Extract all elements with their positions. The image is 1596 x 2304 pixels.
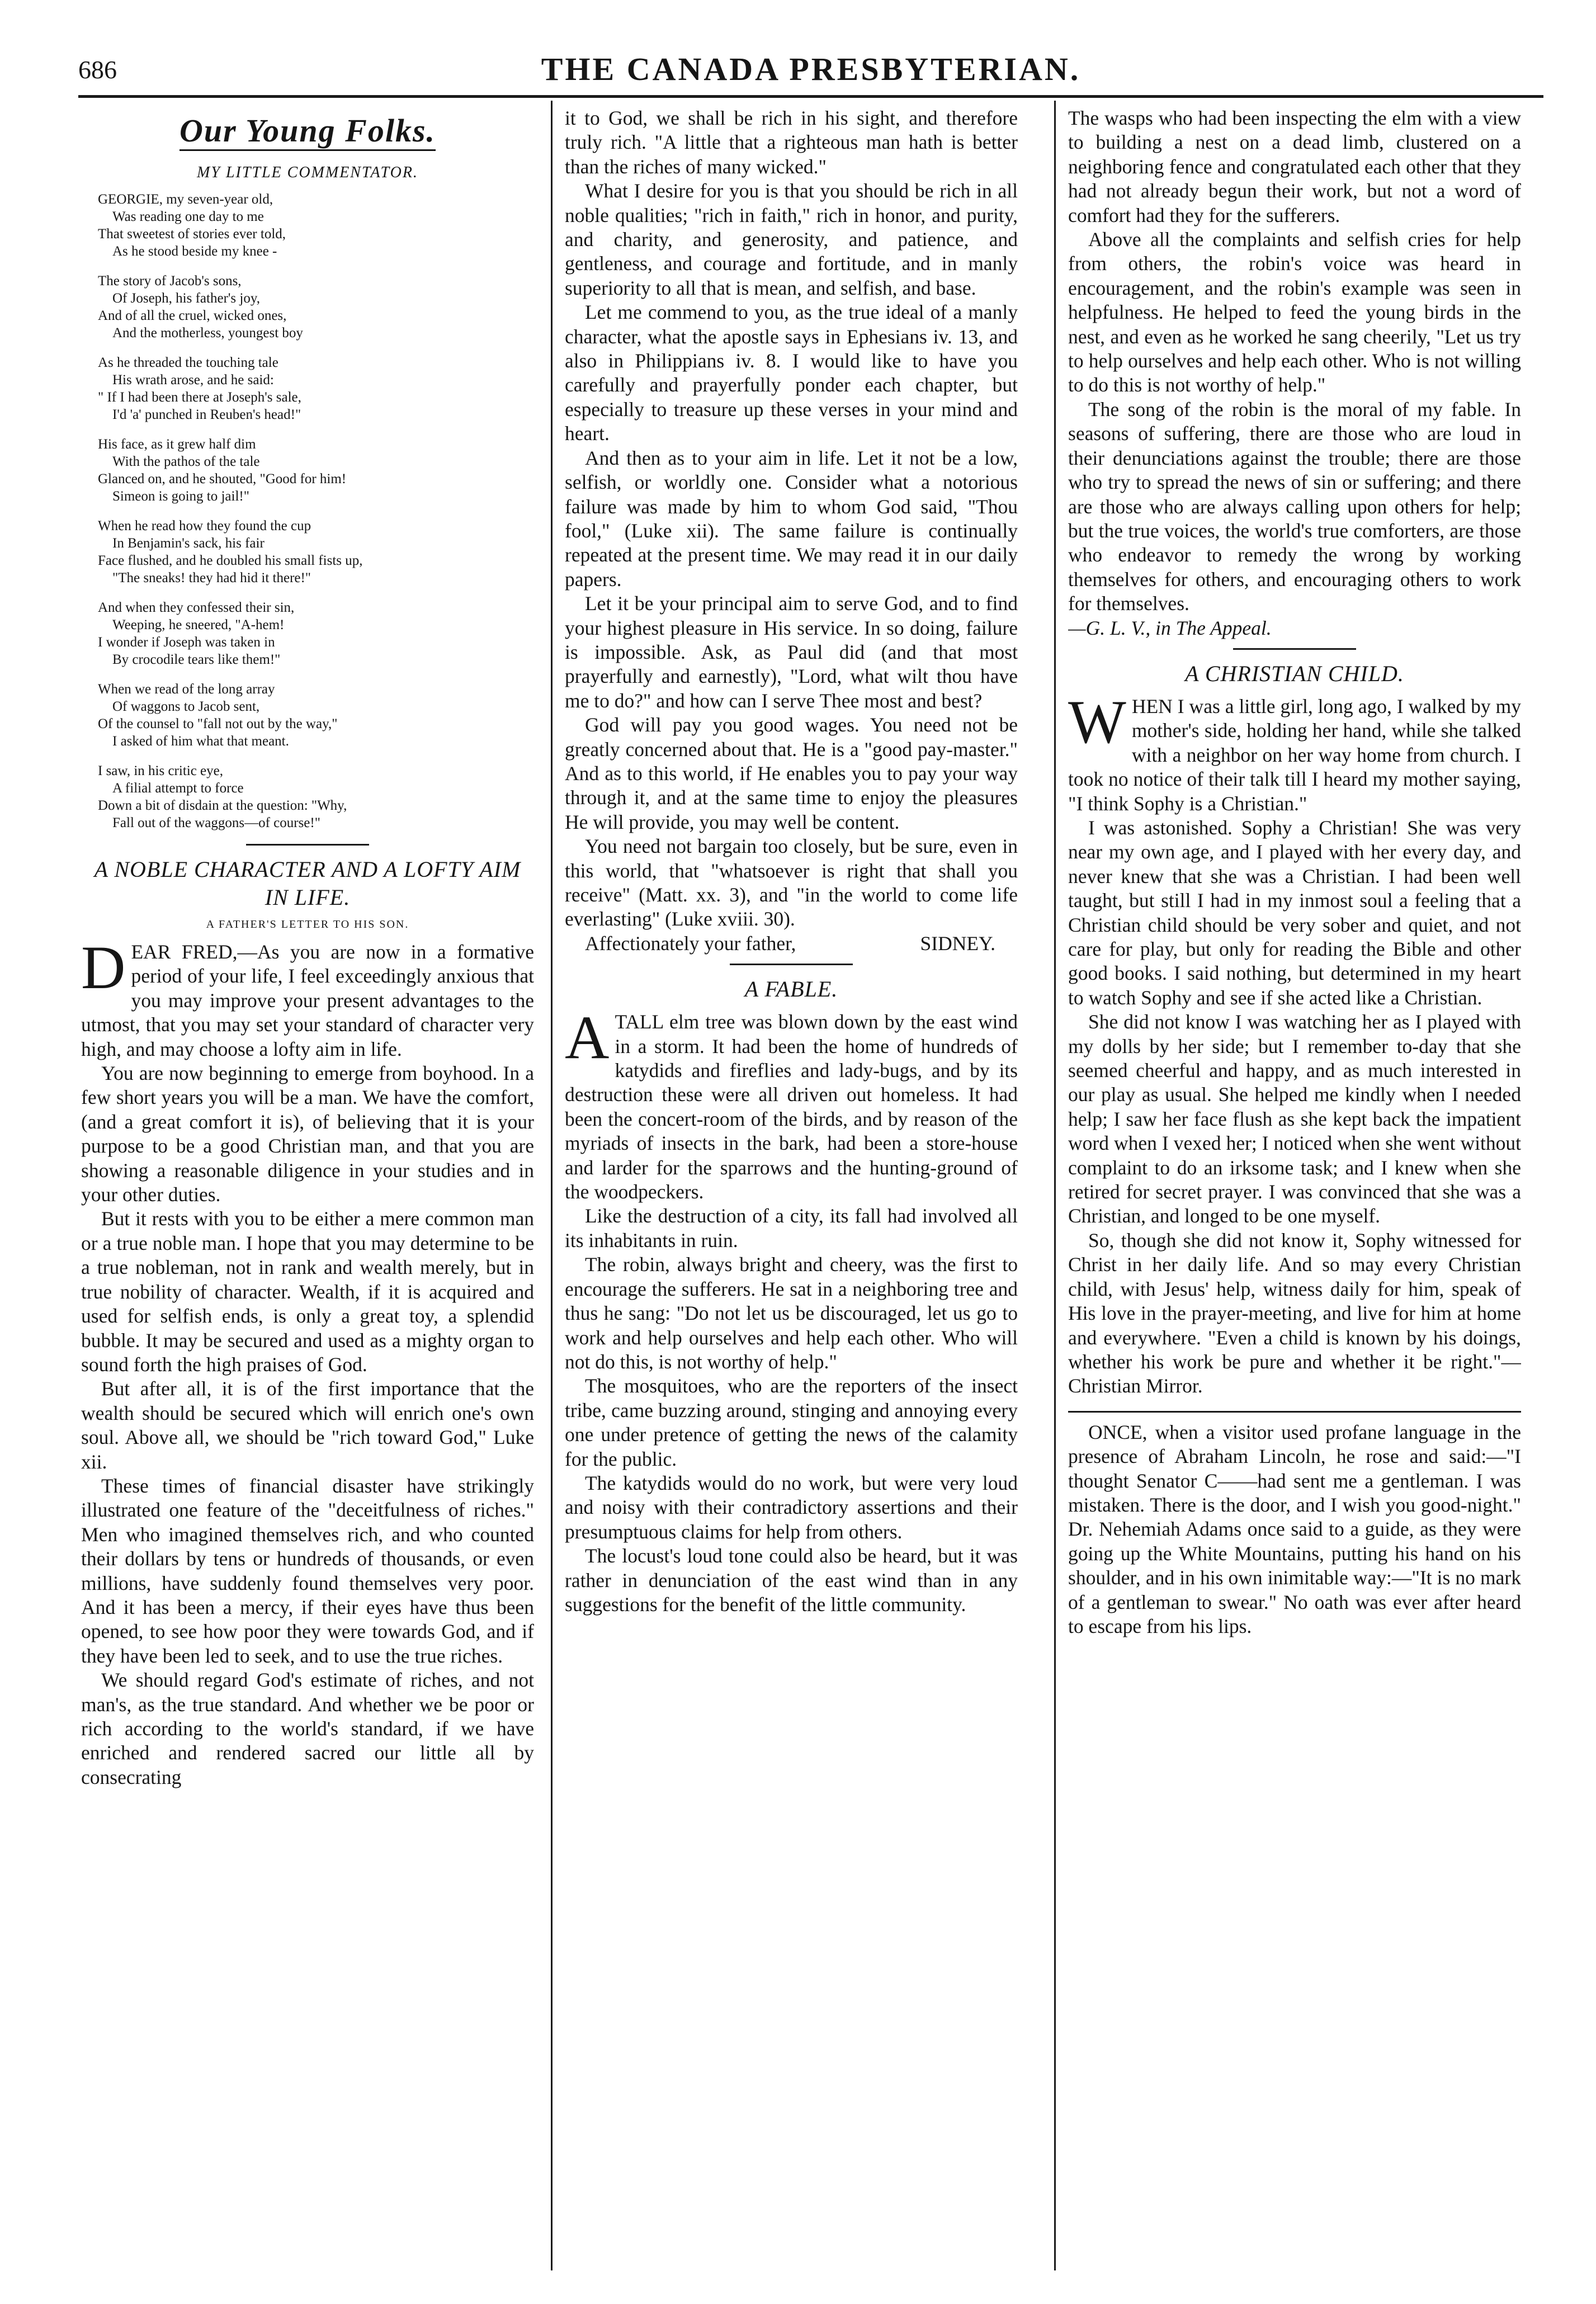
drop-cap: W — [1068, 687, 1126, 756]
paragraph: But after all, it is of the first importance that the wealth should be secured which will enrich one's own soul. Above all, we should be "rich toward God," Luke xii. — [81, 1377, 534, 1473]
signature: SIDNEY. — [920, 932, 995, 955]
poem-stanza — [98, 272, 534, 342]
signature-line — [565, 932, 1018, 956]
drop-cap: D — [81, 933, 126, 1002]
column-3 — [1068, 106, 1521, 2270]
paragraph: Above all the complaints and selfish cries for help from others, the robin's voice was heard in encouragement, and the robin's example was seen in helpfulness. He helped to feed the young birds in the nest, and even as he worked he sang cheerily, "Let us try to help ourselves and help each other. Who is not willing to do this is not worthy of help." — [1068, 228, 1521, 396]
poem-line: As he threaded the touching tale — [98, 355, 278, 370]
article-title: A CHRISTIAN CHILD. — [1185, 660, 1404, 686]
poem-line: Face flushed, and he doubled his small fists up, — [98, 553, 363, 568]
drop-cap: A — [565, 1003, 610, 1072]
header-rule — [78, 95, 1543, 98]
poem-line: Of waggons to Jacob sent, — [112, 699, 260, 714]
closing: Affectionately your father, — [585, 932, 796, 955]
poem-line: The story of Jacob's sons, — [98, 273, 242, 289]
paragraph: But it rests with you to be either a mere common man or a true noble man. I hope that you may determine to be a true nobleman, not in rank and wealth merely, but in true nobility of character. Wealth, if it is acquired and used for selfish ends, is only a great toy, a splendid bubble. It may be secured and used as a mighty organ to sound forth the high praises of God. — [81, 1207, 534, 1376]
column-1 — [81, 106, 534, 2270]
divider — [1068, 1411, 1521, 1413]
poem-line: Fall out of the waggons—of course!" — [112, 815, 320, 830]
paragraph: God will pay you good wages. You need not be greatly concerned about that. He is a "good pay-master." And as to this world, if He enables you to pay your way through it, and at the same time to enjoy the pleasures He will provide, you may well be content. — [565, 714, 1018, 833]
paragraph: The mosquitoes, who are the reporters of the insect tribe, came buzzing around, stinging and annoying every one under pretence of getting the news of the calamity for the public. — [565, 1375, 1018, 1470]
column-divider — [1054, 101, 1056, 2270]
column-2 — [565, 106, 1018, 2270]
poem-stanza — [98, 191, 534, 260]
poem-line: When he read how they found the cup — [98, 518, 311, 533]
poem-line: I asked of him what that meant. — [112, 734, 289, 749]
paragraph: The song of the robin is the moral of my fable. In seasons of suffering, there are those who are loud in their denunciations against the trouble; there are those who try to spread the news of sin or suffering; and there are those who are always calling upon others for help; but the true voices, the world's true comforters, are those who endeavor to remedy the wrong by working themselves for others, and encouraging others to work for themselves. — [1068, 398, 1521, 615]
poem-line: Of the counsel to "fall not out by the way," — [98, 716, 338, 731]
poem-line: Simeon is going to jail!" — [112, 489, 249, 504]
fable-credit: —G. L. V., in The Appeal. — [1068, 616, 1272, 639]
poem-line: With the pathos of the tale — [112, 454, 260, 469]
poem-stanza — [98, 762, 534, 832]
paragraph: Like the destruction of a city, its fall had involved all its inhabitants in ruin. — [565, 1205, 1018, 1252]
poem-line: When we read of the long array — [98, 682, 275, 697]
paragraph: You need not bargain too closely, but be sure, even in this world, that "whatsoever is right that shall you receive" (Matt. xx. 3), and "in the world to come life everlasting" (Luke xviii. 30). — [565, 835, 1018, 931]
poem-line: Glanced on, and he shouted, "Good for him! — [98, 471, 347, 487]
paragraph: You are now beginning to emerge from boyhood. In a few short years you will be a man. We have the comfort, (and a great comfort it is), of believing that it is your purpose to be a good Christian man, and that you are showing a reasonable diligence in your studies and in your other duties. — [81, 1062, 534, 1206]
poem-line: And of all the cruel, wicked ones, — [98, 308, 287, 323]
poem-title: MY LITTLE COMMENTATOR. — [197, 164, 418, 181]
poem-stanza — [98, 599, 534, 668]
poem-line: His face, as it grew half dim — [98, 437, 256, 452]
article-title: A NOBLE CHARACTER AND A LOFTY AIM IN LIFE. — [94, 857, 521, 910]
poem-line: Of Joseph, his father's joy, — [112, 291, 260, 306]
paragraph: So, though she did not know it, Sophy witnessed for Christ in her daily life. And so may every Christian child, with Jesus' help, witness daily for him, speak of His love in the prayer-meeting, and live for him at home and everywhere. "Even a child is known by his doings, whether his work be pure and whether it be right."—Christian Mirror. — [1068, 1229, 1521, 1397]
paragraph: I was astonished. Sophy a Christian! She was very near my own age, and I played with her every day, and never knew that she was a Christian. I had been well taught, but still I had in my inmost soul a feeling that a Christian child should be very sober and quiet, and not care for play, but only for reading the Bible and other good books. I said nothing, but determined in my heart to watch Sophy and see if she acted like a Christian. — [1068, 816, 1521, 1009]
paragraph: And then as to your aim in life. Let it not be a low, selfish, or worldly one. Consider what a notorious failure was made by him to whom God said, "Thou fool," (Luke xii). The same failure is continually repeated at the present time. We may read it in our daily papers. — [565, 446, 1018, 591]
poem-line: By crocodile tears like them!" — [112, 652, 281, 667]
paragraph: The katydids would do no work, but were very loud and noisy with their contradictory assertions and their presumptuous claims for help from others. — [565, 1471, 1018, 1543]
divider — [730, 964, 853, 965]
page-header — [78, 50, 1543, 95]
poem-stanza — [98, 436, 534, 505]
poem-line: That sweetest of stories ever told, — [98, 226, 286, 242]
poem-line: Down a bit of disdain at the question: "Why, — [98, 798, 347, 813]
paragraph: The wasps who had been inspecting the elm with a view to building a nest on a dead limb, clustered on a neighboring fence and congratulated each other that they had not already begun their work, but not a word of comfort had they for the sufferers. — [1068, 107, 1521, 226]
poem-line: "The sneaks! they had hid it there!" — [112, 570, 311, 586]
poem-line: His wrath arose, and he said: — [112, 372, 274, 388]
poem-stanza — [98, 681, 534, 750]
paragraph: These times of financial disaster have strikingly illustrated one feature of the "deceitfulness of riches." Men who imagined themselves rich, and who counted their dollars by tens or hundreds of thousands, or even millions, have suddenly found themselves very poor. And it has been a mercy, if their eyes have thus been opened, to see how poor they were towards God, and if they have been led to seek, and to use the true riches. — [81, 1474, 534, 1667]
poem-line: I wonder if Joseph was taken in — [98, 635, 275, 650]
poem-line: Was reading one day to me — [112, 209, 264, 224]
column-divider — [551, 101, 553, 2270]
paragraph: The robin, always bright and cheery, was the first to encourage the sufferers. He sat in a neighboring tree and thus he sang: "Do not let us be discouraged, let us go to work and help ourselves and help each other. Who will not do this, is not worthy of help." — [565, 1253, 1018, 1373]
paragraph: We should regard God's estimate of riches, and not man's, as the true standard. And whether we be poor or rich according to the world's standard, if we have enriched and rendered sacred our little all by consecrating — [81, 1669, 534, 1788]
poem-line: As he stood beside my knee - — [112, 244, 277, 259]
paragraph: it to God, we shall be rich in his sight, and therefore truly rich. "A little that a righteous man hath is better than the riches of many wicked." — [565, 107, 1018, 178]
paragraph: Let me commend to you, as the true ideal of a manly character, what the apostle says in Ephesians iv. 13, and also in Philippians iv. 8. I would like to have you carefully and prayerfully ponder each chapter, but especially to treasure up these verses in your mind and heart. — [565, 301, 1018, 445]
poem-line: And the motherless, youngest boy — [112, 325, 303, 341]
paragraph: Let it be your principal aim to serve God, and to find your highest pleasure in His service. In so doing, failure is impossible. Ask, as Paul did (and that most prayerfully and earnestly), "Lord, what wilt thou have me to do?" and how can I serve Thee most and best? — [565, 592, 1018, 712]
poem-stanza — [98, 354, 534, 423]
journal-title: THE CANADA PRESBYTERIAN. — [541, 51, 1081, 87]
paragraph: What I desire for you is that you should be rich in all noble qualities; "rich in faith," rich in honor, and purity, and charity, and generosity, and patience, and gentleness, and courage and fortitude, and in manly superiority to all that is mean, and selfish, and base. — [565, 180, 1018, 299]
poem-line: I saw, in his critic eye, — [98, 763, 223, 778]
poem-line: GEORGIE, my seven-year old, — [98, 192, 273, 207]
poem-stanza — [98, 517, 534, 587]
poem-line: I'd 'a' punched in Reuben's head!" — [112, 407, 301, 422]
article-title: A FABLE. — [744, 976, 838, 1002]
paragraph: WHEN I was a little girl, long ago, I walked by my mother's side, holding her hand, while she talked with a neighbor on her way home from church. I took no notice of their talk till I heard my mother saying, "I think Sophy is a Christian." — [1068, 687, 1521, 815]
divider — [246, 844, 369, 846]
poem — [81, 191, 534, 832]
paragraph: ONCE, when a visitor used profane language in the presence of Abraham Lincoln, he rose and said:—"I thought Senator C——had sent me a gentleman. I was mistaken. There is the door, and I wish you good-night." Dr. Nehemiah Adams once said to a guide, as they were going up the White Mountains, putting his hand on his shoulder, and in his own inimitable way:—"It is no mark of a gentleman to swear." No oath was ever after heard to escape from his lips. — [1068, 1420, 1521, 1637]
poem-line: In Benjamin's sack, his fair — [112, 536, 265, 551]
divider — [1233, 648, 1356, 650]
paragraph: ATALL elm tree was blown down by the east wind in a storm. It had been the home of hundreds of katydids and fireflies and lady-bugs, and by its destruction these were all driven out homeless. It had been the concert-room of the birds, and by reason of the myriads of insects in the bark, had been a store-house and larder for the sparrows and the hunting-ground of the woodpeckers. — [565, 1003, 1018, 1203]
poem-line: And when they confessed their sin, — [98, 600, 295, 615]
department-title: Our Young Folks. — [179, 112, 436, 149]
poem-line: " If I had been there at Joseph's sale, — [98, 390, 301, 405]
poem-line: Weeping, he sneered, "A-hem! — [112, 617, 285, 632]
page-number: 686 — [78, 55, 117, 84]
poem-line: A filial attempt to force — [112, 781, 244, 796]
paragraph: She did not know I was watching her as I played with my dolls by her side; but I remember to-day that she seemed cheerful and happy, and as much interested in our play as usual. She helped me kindly when I needed help; I saw her face flush as she kept back the impatient word when I vexed her; I noticed when she went without complaint to do an irksome task; and I knew when she retired for secret prayer. I was convinced that she was a Christian, and longed to be one myself. — [1068, 1011, 1521, 1227]
article-subtitle: A FATHER'S LETTER TO HIS SON. — [206, 918, 409, 931]
paragraph: The locust's loud tone could also be heard, but it was rather in denunciation of the east wind than in any suggestions for the benefit of the little community. — [565, 1545, 1018, 1616]
paragraph: DEAR FRED,—As you are now in a formative period of your life, I feel exceedingly anxious that you may improve your present advantages to the utmost, that you may set your standard of character very high, and may choose a lofty aim in life. — [81, 933, 534, 1060]
